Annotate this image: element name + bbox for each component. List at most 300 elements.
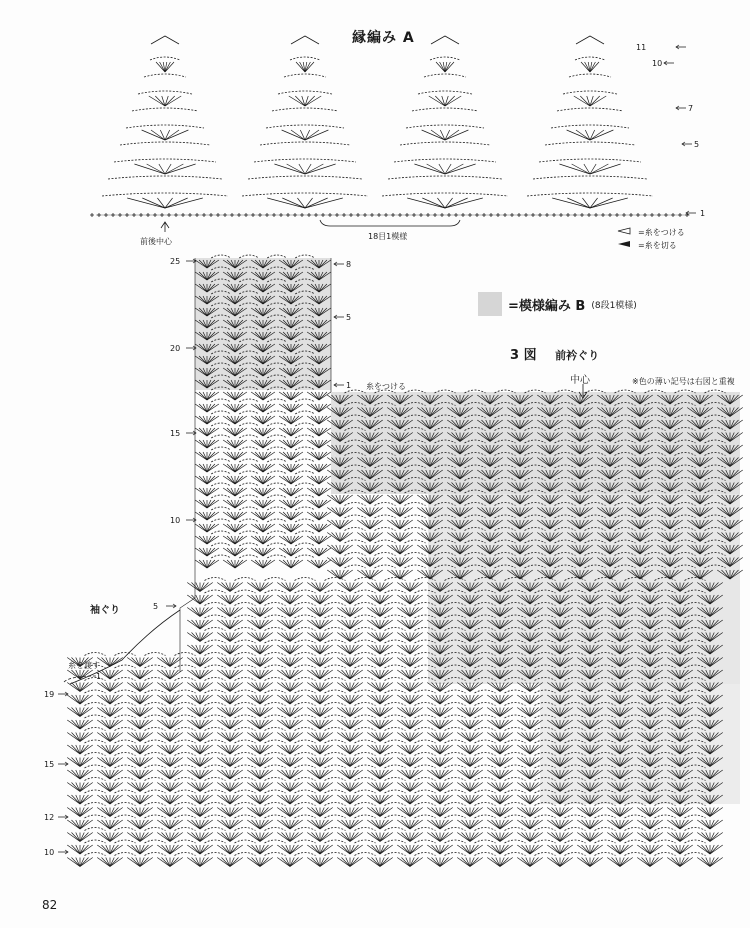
strap-arc	[211, 399, 231, 402]
body-fan	[247, 795, 273, 804]
body-fan	[607, 820, 633, 829]
strap-arc	[211, 423, 231, 426]
body-arc	[345, 528, 366, 531]
body-fan	[367, 833, 393, 842]
body-fan	[397, 795, 423, 804]
body-fan	[307, 833, 333, 842]
body-arc	[325, 665, 346, 668]
body-fan	[457, 695, 483, 704]
body-arc	[235, 715, 256, 718]
body-fan	[307, 758, 333, 767]
body-fan	[517, 795, 543, 804]
body-arc	[345, 540, 366, 543]
edging-chain-arc	[412, 108, 478, 111]
body-fan	[367, 645, 393, 654]
body-fan	[277, 795, 303, 804]
body-fan	[67, 733, 93, 742]
body-arc	[295, 578, 316, 581]
strap-fan	[251, 452, 275, 460]
strap-arc	[295, 459, 315, 462]
body-fan	[247, 808, 273, 817]
body-arc	[265, 753, 286, 756]
body-arc	[235, 628, 256, 631]
body-arc	[625, 828, 646, 831]
body-arc	[145, 653, 166, 656]
body-fan	[607, 845, 633, 854]
body-arc	[405, 503, 426, 506]
body-fan	[427, 795, 453, 804]
body-fan	[307, 658, 333, 667]
body-arc	[505, 828, 526, 831]
body-arc	[595, 840, 616, 843]
strap-fan	[307, 440, 331, 448]
body-fan	[367, 845, 393, 854]
body-fan	[97, 808, 123, 817]
body-arc	[355, 590, 376, 593]
body-fan	[67, 695, 93, 704]
body-fan	[277, 583, 303, 592]
edging-fan	[567, 130, 614, 140]
body-fan	[187, 820, 213, 829]
body-fan	[277, 720, 303, 729]
strap-fan	[307, 488, 331, 496]
body-fan	[547, 845, 573, 854]
body-fan	[487, 745, 513, 754]
body-arc	[415, 840, 436, 843]
body-arc	[355, 853, 376, 856]
body-fan	[217, 683, 243, 692]
body-fan	[397, 620, 423, 629]
body-arc	[325, 653, 346, 656]
body-fan	[217, 845, 243, 854]
body-fan	[307, 708, 333, 717]
body-fan	[457, 845, 483, 854]
body-fan	[307, 795, 333, 804]
body-fan	[127, 720, 153, 729]
body-fan	[427, 820, 453, 829]
body-fan	[357, 508, 383, 517]
body-fan	[337, 670, 363, 679]
body-arc	[295, 765, 316, 768]
body-fan	[217, 695, 243, 704]
strap-fan	[223, 392, 247, 400]
body-arc	[265, 803, 286, 806]
body-arc	[235, 728, 256, 731]
body-fan	[577, 833, 603, 842]
body-arc	[265, 590, 286, 593]
body-arc	[85, 753, 106, 756]
body-arc	[205, 803, 226, 806]
body-arc	[205, 790, 226, 793]
body-fan	[187, 858, 213, 867]
body-arc	[415, 778, 436, 781]
body-arc	[325, 753, 346, 756]
body-fan	[307, 858, 333, 867]
edging-chain-arc	[563, 91, 617, 94]
body-fan	[697, 858, 723, 867]
body-arc	[85, 678, 106, 681]
pattern-b-label: =模様編み B	[508, 298, 586, 314]
body-fan	[247, 695, 273, 704]
body-arc	[295, 753, 316, 756]
strap-arc	[239, 531, 259, 534]
body-fan	[457, 795, 483, 804]
body-arc	[85, 828, 106, 831]
body-arc	[565, 840, 586, 843]
edging-fan	[289, 96, 321, 106]
strap-arc	[295, 507, 315, 510]
edging-tip	[291, 36, 319, 44]
body-arc	[115, 753, 136, 756]
body-arc	[295, 590, 316, 593]
body-fan	[397, 583, 423, 592]
body-fan	[157, 733, 183, 742]
body-arc	[505, 778, 526, 781]
body-arc	[415, 753, 436, 756]
body-fan	[487, 858, 513, 867]
body-arc	[325, 803, 346, 806]
body-fan	[577, 845, 603, 854]
strap-fan	[307, 464, 331, 472]
strap-fan	[279, 428, 303, 436]
body-arc	[295, 703, 316, 706]
body-fan	[397, 820, 423, 829]
body-arc	[655, 828, 676, 831]
body-arc	[265, 728, 286, 731]
body-arc	[115, 653, 136, 656]
body-fan	[307, 695, 333, 704]
body-arc	[505, 753, 526, 756]
edging-chain-arc	[266, 125, 344, 128]
body-fan	[127, 858, 153, 867]
body-arc	[175, 828, 196, 831]
strap-fan	[223, 404, 247, 412]
strap-right-row-1: 1	[346, 381, 352, 390]
strap-arc	[239, 495, 259, 498]
body-fan	[367, 595, 393, 604]
body-fan	[217, 720, 243, 729]
body-fan	[157, 770, 183, 779]
strap-arc	[267, 411, 287, 414]
body-fan	[217, 608, 243, 617]
body-fan	[217, 670, 243, 679]
body-fan	[217, 770, 243, 779]
body-fan	[427, 808, 453, 817]
strap-arc	[239, 507, 259, 510]
row-arrow	[186, 259, 196, 263]
edging-chain-arc	[126, 125, 204, 128]
strap-arc	[295, 423, 315, 426]
edging-chain-arc	[533, 176, 647, 179]
strap-row-10: 10	[170, 516, 181, 525]
body-arc	[415, 740, 436, 743]
body-arc	[295, 678, 316, 681]
body-arc	[265, 765, 286, 768]
strap-fan	[251, 404, 275, 412]
strap-arc	[239, 555, 259, 558]
strap-arc	[267, 507, 287, 510]
body-arc	[205, 703, 226, 706]
body-arc	[445, 740, 466, 743]
edging-fan	[414, 164, 475, 174]
body-fan	[487, 695, 513, 704]
body-fan	[427, 720, 453, 729]
body-arc	[115, 815, 136, 818]
body-arc	[205, 840, 226, 843]
body-arc	[145, 815, 166, 818]
body-arc	[175, 853, 196, 856]
body-fan	[97, 733, 123, 742]
strap-fan	[307, 524, 331, 532]
body-arc	[145, 853, 166, 856]
body-arc	[345, 553, 366, 556]
strap-fan	[195, 500, 219, 508]
body-arc	[145, 828, 166, 831]
body-arc	[445, 765, 466, 768]
body-arc	[265, 678, 286, 681]
body-arc	[405, 553, 426, 556]
body-fan	[337, 620, 363, 629]
strap-arc	[239, 483, 259, 486]
strap-arc	[239, 435, 259, 438]
body-fan	[277, 645, 303, 654]
body-fan	[247, 720, 273, 729]
edging-chain-arc	[272, 108, 338, 111]
body-arc	[235, 653, 256, 656]
strap-arc	[267, 519, 287, 522]
edging-fan	[581, 62, 599, 72]
armhole-label: 袖ぐり	[90, 605, 120, 616]
body-fan	[337, 833, 363, 842]
body-fan	[187, 620, 213, 629]
strap-left-edge	[180, 258, 195, 672]
body-fan	[247, 645, 273, 654]
body-arc	[385, 665, 406, 668]
body-arc	[385, 590, 406, 593]
strap-fan	[279, 536, 303, 544]
body-arc	[205, 603, 226, 606]
body-fan	[187, 583, 213, 592]
body-arc	[295, 640, 316, 643]
body-fan	[157, 858, 183, 867]
strap-arc	[295, 519, 315, 522]
body-fan	[427, 783, 453, 792]
edging-chain-arc	[290, 57, 320, 60]
edging-row-arrow	[686, 211, 696, 215]
body-fan	[337, 608, 363, 617]
edging-fan	[574, 96, 606, 106]
body-arc	[415, 828, 436, 831]
strap-arc	[239, 447, 259, 450]
body-arc	[85, 703, 106, 706]
body-arc	[205, 653, 226, 656]
body-arc	[325, 728, 346, 731]
body-fan	[337, 858, 363, 867]
body-fan	[337, 658, 363, 667]
edging-row-7: 7	[688, 104, 694, 113]
body-fan	[127, 795, 153, 804]
body-arc	[355, 728, 376, 731]
body-fan	[547, 833, 573, 842]
body-fan	[217, 745, 243, 754]
body-fan	[367, 795, 393, 804]
body-fan	[337, 795, 363, 804]
body-arc	[325, 603, 346, 606]
strap-fan	[251, 464, 275, 472]
body-fan	[487, 720, 513, 729]
body-fan	[217, 645, 243, 654]
body-fan	[547, 820, 573, 829]
strap-arc	[267, 435, 287, 438]
body-fan	[217, 833, 243, 842]
body-fan	[457, 770, 483, 779]
body-arc	[445, 853, 466, 856]
row-arrow-left	[334, 262, 344, 266]
body-arc	[265, 778, 286, 781]
strap-arc	[267, 471, 287, 474]
body-arc	[325, 628, 346, 631]
strap-row-5: 5	[153, 602, 159, 611]
body-fan	[97, 845, 123, 854]
body-fan	[217, 633, 243, 642]
body-fan	[327, 508, 353, 517]
body-fan	[247, 758, 273, 767]
body-fan	[157, 695, 183, 704]
edging-fan	[149, 96, 181, 106]
body-fan	[337, 583, 363, 592]
body-fan	[517, 783, 543, 792]
body-fan	[217, 658, 243, 667]
body-fan	[67, 745, 93, 754]
edging-chain-arc	[418, 91, 472, 94]
body-arc	[175, 703, 196, 706]
strap-arc	[211, 255, 231, 258]
pattern-b-legend	[478, 292, 637, 316]
body-arc	[595, 815, 616, 818]
body-fan	[307, 808, 333, 817]
body-fan	[337, 683, 363, 692]
body-fan	[307, 670, 333, 679]
body-fan	[697, 808, 723, 817]
body-fan	[457, 745, 483, 754]
body-fan	[487, 783, 513, 792]
edging-fan	[296, 62, 314, 72]
body-arc	[345, 565, 366, 568]
edging-fan	[436, 62, 454, 72]
body-fan	[127, 783, 153, 792]
strap-fan	[195, 452, 219, 460]
body-fan	[487, 845, 513, 854]
body-arc	[265, 740, 286, 743]
body-fan	[187, 770, 213, 779]
body-arc	[355, 790, 376, 793]
edging-fan	[142, 130, 189, 140]
body-fan	[247, 670, 273, 679]
edging-chain-arc	[284, 74, 326, 77]
body-fan	[667, 833, 693, 842]
body-fan	[517, 745, 543, 754]
body-arc	[205, 640, 226, 643]
body-arc	[475, 840, 496, 843]
body-fan	[387, 533, 413, 542]
body-arc	[145, 840, 166, 843]
body-fan	[397, 733, 423, 742]
body-arc	[325, 715, 346, 718]
body-arc	[295, 790, 316, 793]
strap-arc	[267, 255, 287, 258]
body-fan	[637, 858, 663, 867]
body-arc	[445, 753, 466, 756]
strap-row-25: 25	[170, 257, 181, 266]
edging-fan	[552, 198, 628, 208]
strap-fan	[195, 548, 219, 556]
body-arc	[265, 828, 286, 831]
body-arc	[145, 665, 166, 668]
body-fan	[367, 745, 393, 754]
strap-fan	[279, 512, 303, 520]
body-fan	[67, 708, 93, 717]
body-arc	[385, 765, 406, 768]
figure-heading	[510, 344, 599, 363]
strap-arc	[211, 459, 231, 462]
body-arc	[325, 853, 346, 856]
body-arc	[505, 728, 526, 731]
strap-fan	[223, 464, 247, 472]
body-arc	[205, 778, 226, 781]
body-arc	[115, 665, 136, 668]
body-arc	[85, 728, 106, 731]
strap-fan	[307, 428, 331, 436]
body-arc	[475, 690, 496, 693]
body-arc	[295, 853, 316, 856]
body-fan	[277, 770, 303, 779]
edging-chain-arc	[388, 176, 502, 179]
body-fan	[607, 833, 633, 842]
body-arc	[235, 815, 256, 818]
body-arc	[595, 853, 616, 856]
body-arc	[205, 753, 226, 756]
body-fan	[487, 770, 513, 779]
body-arc	[295, 828, 316, 831]
body-fan	[157, 808, 183, 817]
body-arc	[235, 603, 256, 606]
body-arc	[445, 715, 466, 718]
body-fan	[97, 708, 123, 717]
body-arc	[175, 840, 196, 843]
body-fan	[337, 783, 363, 792]
body-fan	[327, 533, 353, 542]
body-fan	[67, 770, 93, 779]
edging-chain-arc	[144, 74, 186, 77]
body-arc	[235, 790, 256, 793]
body-fan	[457, 733, 483, 742]
body-fan	[397, 758, 423, 767]
body-row-19: 19	[44, 690, 55, 699]
body-fan	[517, 708, 543, 717]
body-fan	[337, 745, 363, 754]
strap-fan	[307, 536, 331, 544]
body-fan	[187, 695, 213, 704]
body-fan	[397, 695, 423, 704]
body-fan	[397, 770, 423, 779]
body-fan	[67, 758, 93, 767]
edging-chain-arc	[248, 176, 362, 179]
body-fan	[367, 608, 393, 617]
body-fan	[67, 833, 93, 842]
strap-row-15: 15	[170, 429, 181, 438]
body-arc	[385, 578, 406, 581]
body-arc	[405, 515, 426, 518]
